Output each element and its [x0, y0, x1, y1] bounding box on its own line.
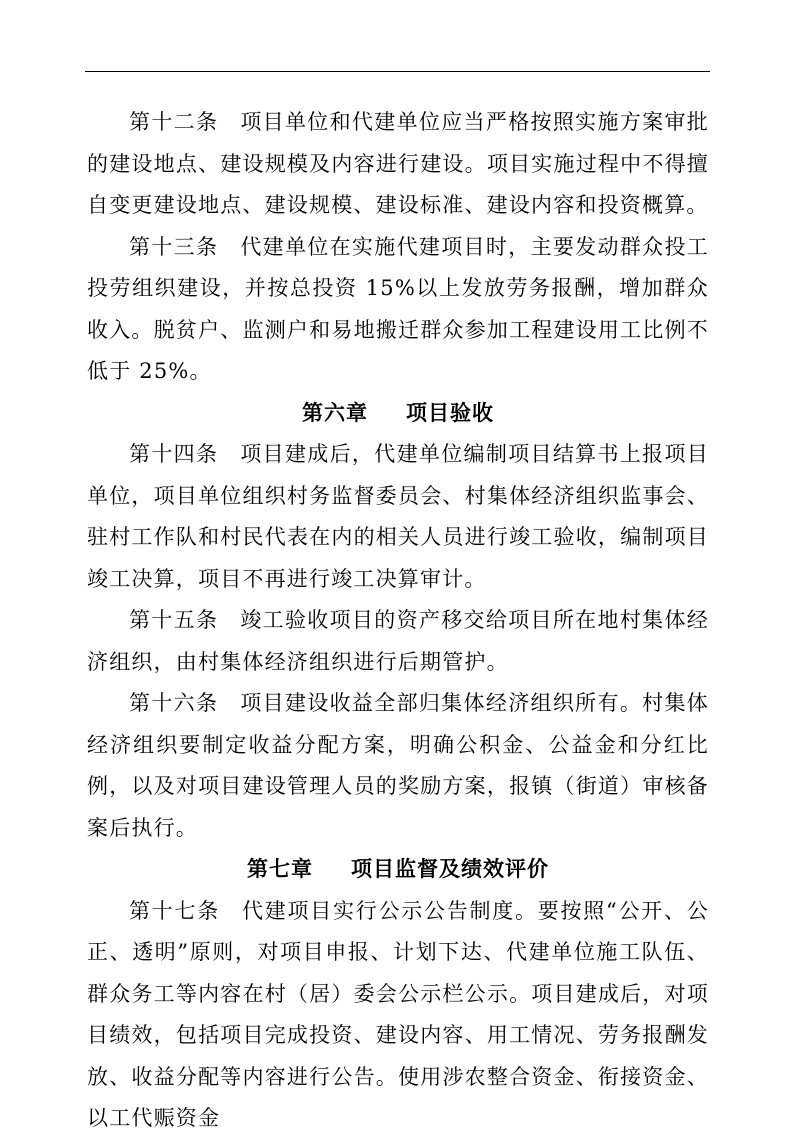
document-body — [87, 102, 709, 1140]
article-text: 项目建设收益全部归集体经济组织所有。村集体经济组织要制定收益分配方案，明确公积金、公益金和分红比例，以及对项目建设管理人员的奖励方案，报镇（街道）审核备案后执行。 — [87, 691, 709, 840]
article-16 — [87, 683, 709, 849]
article-text: 项目单位和代建单位应当严格按照实施方案审批的建设地点、建设规模及内容进行建设。项目实施过程中不得擅自变更建设地点、建设规模、建设标准、建设内容和投资概算。 — [87, 110, 709, 217]
article-text: 代建单位在实施代建项目时，主要发动群众投工投劳组织建设，并按总投资 15%以上发放劳务报酬，增加群众收入。脱贫户、监测户和易地搬迁群众参加工程建设用工比例不低于 25%。 — [87, 234, 709, 383]
chapter-number: 第七章 — [247, 857, 313, 881]
article-text: 项目建成后，代建单位编制项目结算书上报项目单位，项目单位组织村务监督委员会、村集体经济组织监事会、驻村工作队和村民代表在内的相关人员进行竣工验收，编制项目竣工决算，项目不再进行竣工决算审计。 — [87, 442, 709, 591]
article-number: 第十二条 — [129, 110, 219, 134]
chapter-title: 项目验收 — [406, 400, 494, 425]
chapter-6-heading — [87, 393, 709, 435]
article-number: 第十七条 — [129, 898, 221, 923]
chapter-7-heading — [87, 849, 709, 891]
header-rule — [85, 71, 710, 72]
article-number: 第十五条 — [129, 608, 219, 632]
article-13 — [87, 227, 709, 393]
article-14 — [87, 434, 709, 600]
chapter-title: 项目监督及绩效评价 — [351, 857, 549, 881]
chapter-number: 第六章 — [302, 400, 368, 425]
article-text: 代建项目实行公示公告制度。要按照“公开、公正、透明”原则，对项目申报、计划下达、代建单位施工队伍、群众务工等内容在村（居）委会公示栏公示。项目建成后，对项目绩效，包括项目完成投资、建设内容、用工情况、劳务报酬发放、收益分配等内容进行公告。使用涉农整合资金、衔接资金、以工代赈资金 — [87, 898, 709, 1130]
article-17 — [87, 891, 709, 1140]
article-text: 竣工验收项目的资产移交给项目所在地村集体经济组织，由村集体经济组织进行后期管护。 — [87, 608, 709, 674]
article-number: 第十六条 — [129, 691, 219, 715]
article-12 — [87, 102, 709, 227]
article-number: 第十三条 — [129, 234, 219, 259]
article-15 — [87, 600, 709, 683]
article-number: 第十四条 — [129, 442, 219, 466]
